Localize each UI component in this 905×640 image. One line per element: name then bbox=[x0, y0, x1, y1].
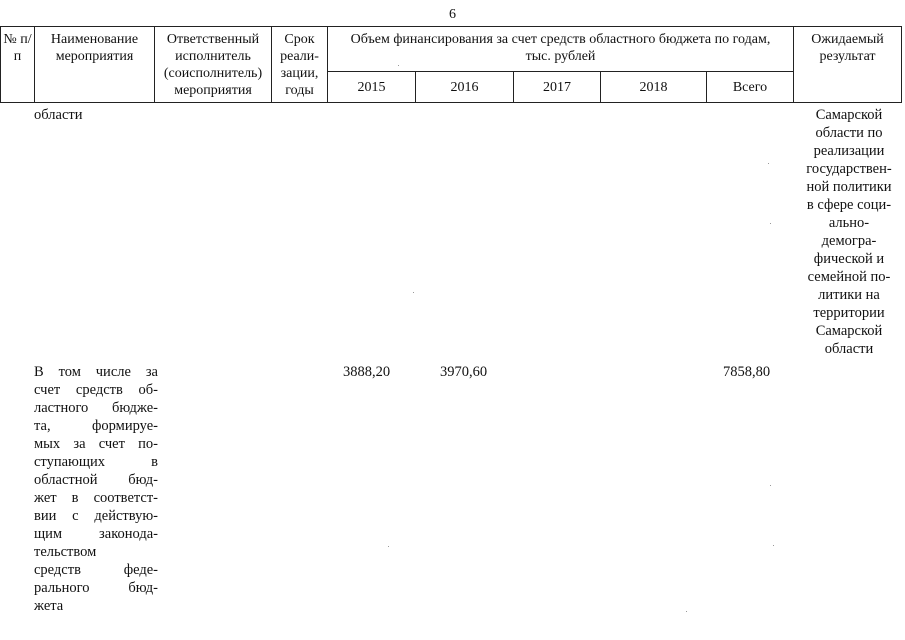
year-2017: 2017 bbox=[514, 72, 601, 103]
name-line: та, формируе- bbox=[34, 418, 158, 434]
name-line: мых за счет по- bbox=[34, 436, 158, 452]
name-line: областной бюд- bbox=[34, 472, 158, 488]
header-name: Наименование мероприятия bbox=[35, 27, 155, 103]
name-line: В том числе за bbox=[34, 364, 158, 380]
value-2016: 3970,60 bbox=[440, 364, 488, 380]
result-line: реализации bbox=[813, 143, 885, 159]
header-term: Срок реали-зации, годы bbox=[272, 27, 328, 103]
scan-speck bbox=[770, 485, 771, 486]
scan-speck bbox=[768, 163, 769, 164]
scan-speck bbox=[770, 223, 771, 224]
result-line: территории bbox=[813, 305, 885, 321]
row1-result bbox=[797, 106, 901, 358]
name-line: ластного бюдже- bbox=[34, 400, 158, 416]
scan-speck bbox=[413, 292, 414, 293]
result-line: Самарской bbox=[815, 323, 883, 339]
name-line: тельством bbox=[34, 544, 97, 560]
value-2015: 3888,20 bbox=[343, 364, 391, 380]
value-total: 7858,80 bbox=[723, 364, 771, 380]
name-line: жет в соответст- bbox=[34, 490, 158, 506]
header-funding: Объем финансирования за счет средств областного бюджета по годам, тыс. рублей bbox=[328, 27, 794, 72]
table-header bbox=[0, 26, 902, 103]
year-2016: 2016 bbox=[416, 72, 514, 103]
scan-speck bbox=[398, 65, 399, 66]
year-2015: 2015 bbox=[328, 72, 416, 103]
result-line: семейной по- bbox=[807, 269, 891, 285]
header-result: Ожидаемый результат bbox=[794, 27, 902, 103]
name-line: щим законода- bbox=[34, 526, 158, 542]
scan-speck bbox=[686, 611, 687, 612]
name-line: счет средств об- bbox=[34, 382, 158, 398]
scan-speck bbox=[773, 545, 774, 546]
result-line: государствен- bbox=[806, 161, 892, 177]
result-line: в сфере соци- bbox=[806, 197, 892, 213]
result-line: Самарской bbox=[815, 107, 883, 123]
result-line: фической и bbox=[813, 251, 885, 267]
scan-speck bbox=[388, 546, 389, 547]
result-line: литики на bbox=[818, 287, 880, 303]
year-total: Всего bbox=[707, 72, 794, 103]
name-line: вии с действую- bbox=[34, 508, 158, 524]
result-line: области bbox=[824, 341, 874, 357]
result-line: ной политики bbox=[806, 179, 892, 195]
result-line: ально- bbox=[828, 215, 870, 231]
row1-name: области bbox=[34, 107, 83, 123]
name-line: ступающих в bbox=[34, 454, 158, 470]
result-line: демогра- bbox=[821, 233, 877, 249]
header-num: № п/п bbox=[1, 27, 35, 103]
name-line: рального бюд- bbox=[34, 580, 158, 596]
row2-name bbox=[34, 363, 158, 615]
name-line: средств феде- bbox=[34, 562, 158, 578]
header-executor: Ответственный исполнитель (соисполнитель) мероприятия bbox=[155, 27, 272, 103]
year-2018: 2018 bbox=[601, 72, 707, 103]
name-line: жета bbox=[34, 598, 64, 614]
result-line: области по bbox=[815, 125, 883, 141]
page-number: 6 bbox=[449, 7, 456, 22]
